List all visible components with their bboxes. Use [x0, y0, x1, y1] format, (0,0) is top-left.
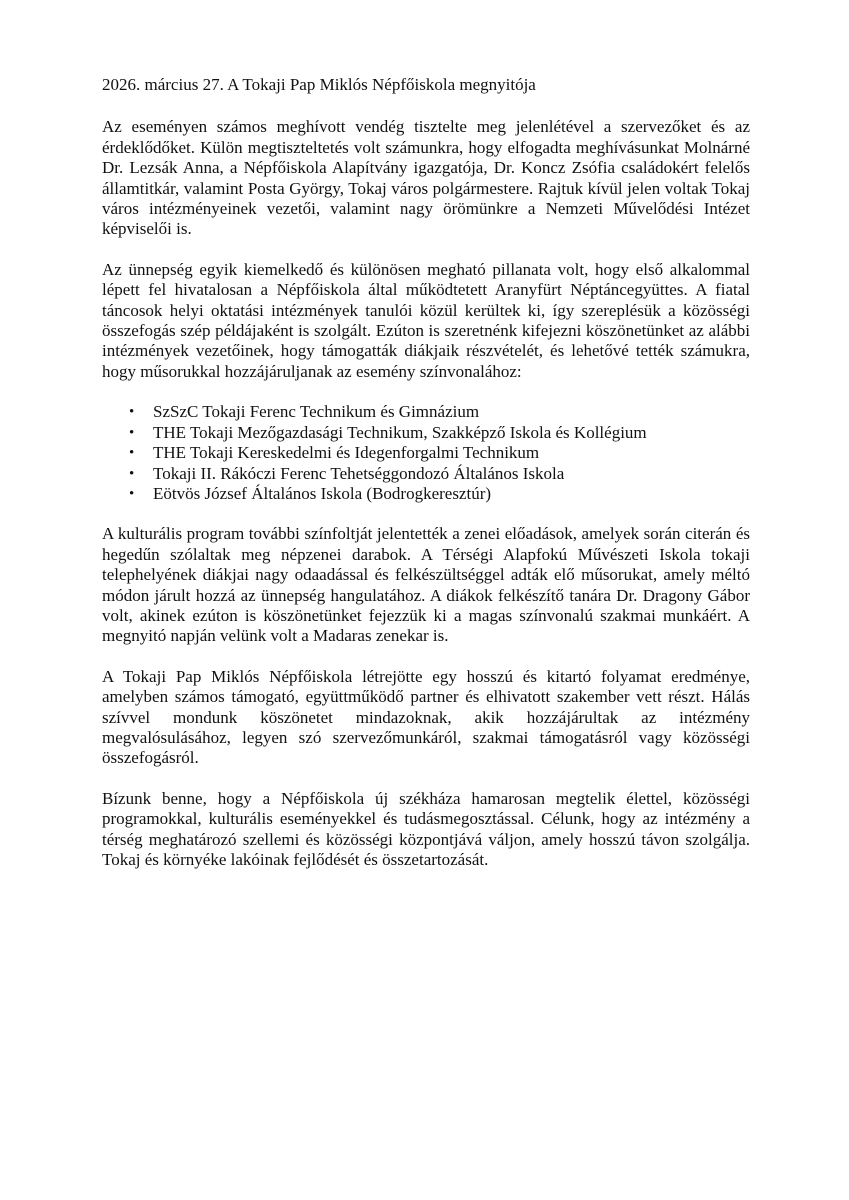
paragraph-dance-ensemble: Az ünnepség egyik kiemelkedő és különösen megható pillanata volt, hogy első alkalommal lépett fel hivatalosan a Népfőiskola által működtetett Aranyfürt Néptáncegyüttes. A fiatal táncosok helyi oktatási intézmények tanulói közül kerültek ki, így szereplésük a közösségi összefogás szép példájaként is szolgált. Ezúton is szeretnénk kifejezni köszönetünket az alábbi intézmények vezetőinek, hogy támogatták diákjaik részvételét, és lehetővé tették számukra, hogy műsorukkal hozzájáruljanak az esemény színvonalához: — [102, 259, 750, 381]
bullet-icon: • — [129, 445, 135, 462]
document-heading: 2026. március 27. A Tokaji Pap Miklós Népfőiskola megnyitója — [102, 75, 536, 94]
institution-list — [102, 402, 750, 504]
list-item-text: THE Tokaji Kereskedelmi és Idegenforgalmi Technikum — [153, 443, 540, 463]
list-item-text: Eötvös József Általános Iskola (Bodrogkeresztúr) — [153, 483, 492, 503]
list-item-text: THE Tokaji Mezőgazdasági Technikum, Szakképző Iskola és Kollégium — [153, 422, 647, 442]
list-item-text: Tokaji II. Rákóczi Ferenc Tehetséggondozó Általános Iskola — [153, 463, 565, 483]
list-item — [102, 484, 750, 504]
bullet-icon: • — [129, 485, 135, 502]
list-item — [102, 464, 750, 484]
bullet-icon: • — [129, 465, 135, 482]
paragraph-closing: Bízunk benne, hogy a Népfőiskola új székháza hamarosan megtelik élettel, közösségi programokkal, kulturális eseményekkel és tudásmegosztással. Célunk, hogy az intézmény a térség meghatározó szellemi és közösségi központjává váljon, amely hosszú távon szolgálja. Tokaj és környéke lakóinak fejlődését és összetartozását. — [102, 788, 750, 869]
list-item-text: SzSzC Tokaji Ferenc Technikum és Gimnázium — [153, 402, 480, 422]
list-item — [102, 402, 750, 422]
bullet-icon: • — [129, 424, 135, 441]
list-item — [102, 423, 750, 443]
paragraph-guests: Az eseményen számos meghívott vendég tisztelte meg jelenlétével a szervezőket és az érdeklődőket. Külön megtiszteltetés volt számunkra, hogy elfogadta meghívásunkat Molnárné Dr. Lezsák Anna, a Népfőiskola Alapítvány igazgatója, Dr. Koncz Zsófia családokért felelős államtitkár, valamint Posta György, Tokaj város polgármestere. Rajtuk kívül jelen voltak Tokaj város intézményeinek vezetői, valamint nagy örömünkre a Nemzeti Művelődési Intézet képviselői is. — [102, 117, 750, 239]
list-item — [102, 443, 750, 463]
bullet-icon: • — [129, 404, 135, 421]
paragraph-music-program: A kulturális program további színfoltját jelentették a zenei előadások, amelyek során citerán és hegedűn szólaltak meg népzenei darabok. A Térségi Alapfokú Művészeti Iskola tokaji telephelyének diákjai nagy odaadással és felkészültséggel adták elő műsorukat, amely méltó módon járult hozzá az ünnepség hangulatához. A diákok felkészítő tanára Dr. Dragony Gábor volt, akinek ezúton is köszönetünket fejezzük ki a magas színvonalú szakmai munkáért. A megnyitó napján velünk volt a Madaras zenekar is. — [102, 524, 750, 646]
paragraph-thanks: A Tokaji Pap Miklós Népfőiskola létrejötte egy hosszú és kitartó folyamat eredménye, amelyben számos támogató, együttműködő partner és elhivatott szakember vett részt. Hálás szívvel mondunk köszönetet mindazoknak, akik hozzájárultak az intézmény megvalósulásához, legyen szó szervezőmunkáról, szakmai támogatásról vagy közösségi összefogásról. — [102, 666, 750, 768]
